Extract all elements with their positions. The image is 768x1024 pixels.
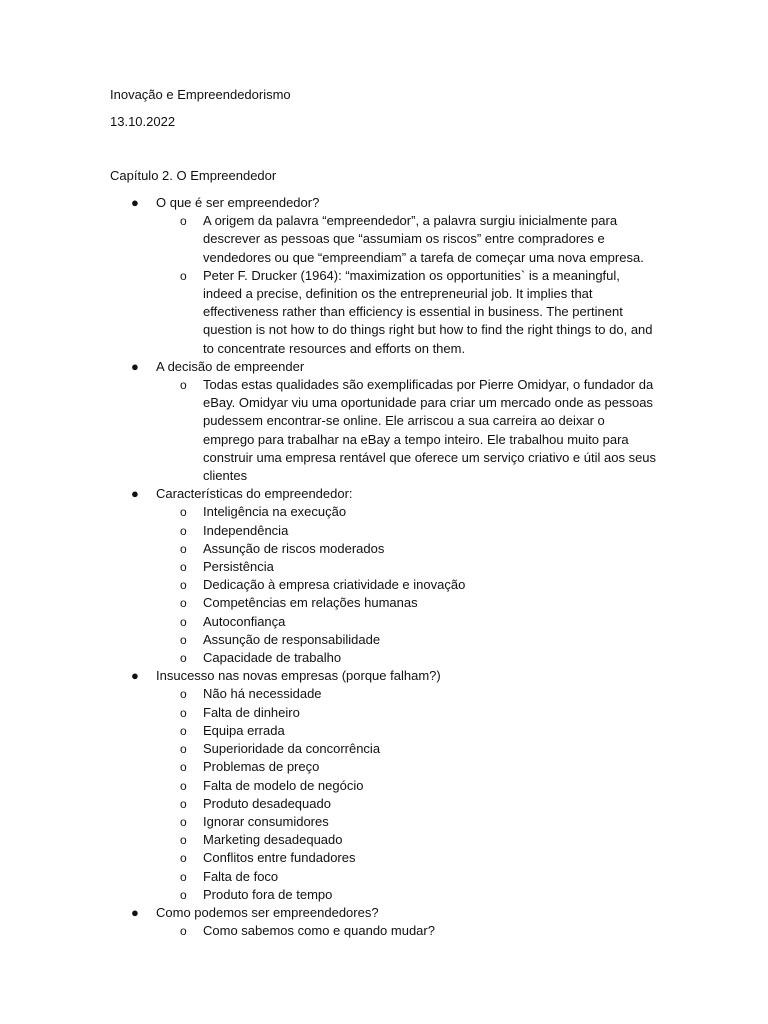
- sub-list-item: [0, 503, 768, 521]
- outline-item: [0, 358, 768, 485]
- sub-list-item-text: Inteligência na execução: [203, 504, 347, 520]
- circle-bullet-marker: o: [180, 214, 187, 229]
- sub-list-item-text: Produto fora de tempo: [203, 886, 333, 902]
- outline-item: [0, 194, 768, 358]
- sub-list-item-text: Produto desadequado: [203, 795, 331, 811]
- circle-bullet-marker: o: [180, 596, 187, 611]
- sub-list-item: [0, 922, 768, 940]
- sub-list-item: [0, 685, 768, 703]
- circle-bullet-marker: o: [180, 523, 187, 538]
- sub-list-item: [0, 376, 768, 485]
- document-date: 13.10.2022: [110, 114, 176, 129]
- sub-list-item-text: A origem da palavra “empreendedor”, a palavra surgiu inicialmente para descrever as pessoas que “assumiam os riscos” entre compradores e vendedores ou que “empreendiam” a tarefa de começar uma nova empresa.: [203, 213, 644, 265]
- sub-list-item-text: Equipa errada: [203, 722, 285, 738]
- sub-list-item-text: Peter F. Drucker (1964): “maximization os opportunities` is a meaningful, indeed a precise, definition os the entrepreneurial job. It implies that effectiveness rather than efficiency is essential in business. The pertinent question is not how to do things right but how to find the right things to do, and to concentrate resources and efforts on them.: [203, 267, 653, 356]
- sub-list-item: [0, 849, 768, 867]
- outline-item-text: Características do empreendedor:: [156, 486, 353, 502]
- circle-bullet-marker: o: [180, 778, 187, 793]
- circle-bullet-marker: o: [180, 796, 187, 811]
- outline-item: [0, 667, 768, 904]
- sub-list-item: [0, 267, 768, 358]
- sub-list: [0, 376, 768, 485]
- circle-bullet-marker: o: [180, 814, 187, 829]
- sub-list-item-text: Autoconfiança: [203, 613, 286, 629]
- circle-bullet-marker: o: [180, 651, 187, 666]
- sub-list-item-text: Assunção de riscos moderados: [203, 540, 385, 556]
- circle-bullet-marker: o: [180, 505, 187, 520]
- outline-item: [0, 904, 768, 940]
- circle-bullet-marker: o: [180, 869, 187, 884]
- sub-list-item-text: Independência: [203, 522, 289, 538]
- sub-list-item-text: Problemas de preço: [203, 759, 320, 775]
- circle-bullet-marker: o: [180, 723, 187, 738]
- outline-list: [0, 194, 768, 940]
- circle-bullet-marker: o: [180, 687, 187, 702]
- outline-item-text: Insucesso nas novas empresas (porque falham?): [156, 668, 441, 684]
- sub-list-item: [0, 522, 768, 540]
- circle-bullet-marker: o: [180, 578, 187, 593]
- sub-list-item: [0, 813, 768, 831]
- bullet-marker: ●: [131, 668, 139, 684]
- sub-list-item-text: Persistência: [203, 559, 274, 575]
- circle-bullet-marker: o: [180, 742, 187, 757]
- sub-list-item: [0, 631, 768, 649]
- sub-list: [0, 503, 768, 667]
- circle-bullet-marker: o: [180, 833, 187, 848]
- sub-list-item: [0, 558, 768, 576]
- sub-list-item: [0, 704, 768, 722]
- sub-list-item: [0, 777, 768, 795]
- sub-list-item: [0, 649, 768, 667]
- bullet-marker: ●: [131, 358, 139, 374]
- outline-item-text: O que é ser empreendedor?: [156, 195, 320, 210]
- sub-list-item: [0, 868, 768, 886]
- outline-item: [0, 485, 768, 667]
- sub-list: [0, 922, 768, 940]
- circle-bullet-marker: o: [180, 705, 187, 720]
- sub-list: [0, 685, 768, 903]
- circle-bullet-marker: o: [180, 924, 187, 939]
- sub-list-item-text: Falta de modelo de negócio: [203, 777, 364, 793]
- circle-bullet-marker: o: [180, 614, 187, 629]
- sub-list-item-text: Falta de foco: [203, 868, 279, 884]
- sub-list-item: [0, 795, 768, 813]
- sub-list-item-text: Capacidade de trabalho: [203, 650, 342, 666]
- sub-list-item: [0, 613, 768, 631]
- circle-bullet-marker: o: [180, 632, 187, 647]
- circle-bullet-marker: o: [180, 851, 187, 866]
- sub-list-item: [0, 758, 768, 776]
- sub-list-item-text: Competências em relações humanas: [203, 595, 418, 611]
- circle-bullet-marker: o: [180, 887, 187, 902]
- sub-list-item-text: Superioridade da concorrência: [203, 741, 381, 757]
- sub-list: [0, 212, 768, 358]
- sub-list-item-text: Falta de dinheiro: [203, 704, 300, 720]
- bullet-marker: ●: [131, 486, 139, 502]
- sub-list-item-text: Ignorar consumidores: [203, 813, 329, 829]
- sub-list-item: [0, 740, 768, 758]
- sub-list-item: [0, 540, 768, 558]
- circle-bullet-marker: o: [180, 541, 187, 556]
- sub-list-item-text: Dedicação à empresa criatividade e inovação: [203, 577, 466, 593]
- circle-bullet-marker: o: [180, 378, 187, 393]
- circle-bullet-marker: o: [180, 760, 187, 775]
- bullet-marker: ●: [131, 195, 139, 210]
- sub-list-item-text: Assunção de responsabilidade: [203, 631, 381, 647]
- sub-list-item: [0, 594, 768, 612]
- sub-list-item: [0, 886, 768, 904]
- circle-bullet-marker: o: [180, 560, 187, 575]
- sub-list-item: [0, 722, 768, 740]
- sub-list-item-text: Conflitos entre fundadores: [203, 850, 356, 866]
- sub-list-item: [0, 576, 768, 594]
- sub-list-item-text: Como sabemos como e quando mudar?: [203, 923, 435, 939]
- sub-list-item-text: Marketing desadequado: [203, 832, 343, 848]
- sub-list-item-text: Todas estas qualidades são exemplificadas por Pierre Omidyar, o fundador da eBay. Omidyar viu uma oportunidade para criar um mercado onde as pessoas pudessem encontrar-se online. Ele arriscou a sua carreira ao deixar o emprego para trabalhar na eBay a tempo inteiro. Ele trabalhou muito para construir uma empresa rentável que oferece um serviço criativo e útil aos seus clientes: [203, 377, 657, 484]
- sub-list-item-text: Não há necessidade: [203, 686, 322, 702]
- bullet-marker: ●: [131, 904, 139, 920]
- outline-item-text: A decisão de empreender: [156, 358, 305, 374]
- circle-bullet-marker: o: [180, 268, 187, 283]
- outline-item-text: Como podemos ser empreendedores?: [156, 904, 379, 920]
- sub-list-item: [0, 831, 768, 849]
- sub-list-item: [0, 212, 768, 267]
- document-title: Inovação e Empreendedorismo: [110, 87, 291, 102]
- chapter-heading: Capítulo 2. O Empreendedor: [110, 168, 277, 183]
